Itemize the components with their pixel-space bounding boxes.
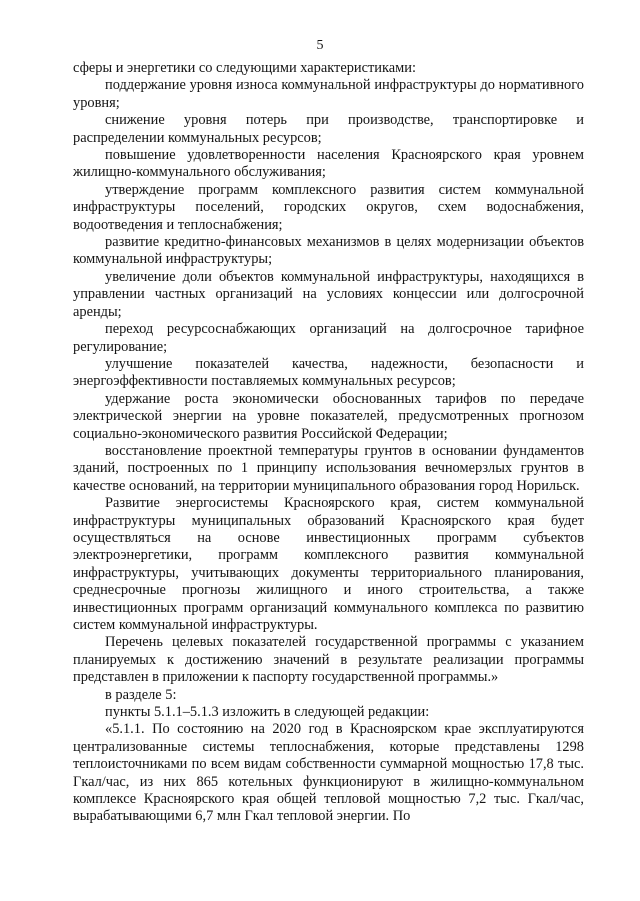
paragraph: снижение уровня потерь при производстве, транспортировке и распределении коммунальных ресурсов; [73,112,584,146]
paragraph: поддержание уровня износа коммунальной инфраструктуры до нормативного уровня; [73,77,584,111]
paragraph: сферы и энергетики со следующими характеристиками: [73,60,416,76]
page-number: 5 [316,38,324,53]
paragraph: улучшение показателей качества, надежности, безопасности и энергоэффективности поставляемых коммунальных ресурсов; [73,355,584,390]
paragraph: «5.1.1. По состоянию на 2020 год в Красноярском крае эксплуатируются централизованные системы теплоснабжения, которые представлены 1298 теплоисточниками по всем видам собственности суммарной мощностью 17,8 тыс. Гкал/час, из них 865 котельных функционируют в жилищно-коммунальном комплексе Красноярского края общей тепловой мощностью 7,2 тыс. Гкал/час, вырабатывающими 6,7 млн Гкал тепловой энергии. По [73,721,584,825]
paragraph: пункты 5.1.1–5.1.3 изложить в следующей редакции: [105,704,430,721]
paragraph: восстановление проектной температуры грунтов в основании фундаментов зданий, построенных по 1 принципу использования вечномерзлых грунтов в качестве оснований, на территории муниципального образования город Норильск. [73,442,584,494]
paragraph: повышение удовлетворенности населения Красноярского края уровнем жилищно-коммунального обслуживания; [73,147,584,181]
paragraph: увеличение доли объектов коммунальной инфраструктуры, находящихся в управлении частных организаций на условиях концессии или долгосрочной аренды; [73,268,584,320]
paragraph: утверждение программ комплексного развития систем коммунальной инфраструктуры поселений, городских округов, схем водоснабжения, водоотведения и теплоснабжения; [73,181,584,233]
paragraph: в разделе 5: [105,686,177,703]
document-body [73,60,584,826]
paragraph: Развитие энергосистемы Красноярского края, систем коммунальной инфраструктуры муниципальных образований Красноярского края будет осуществляться на основе инвестиционных программ субъектов электроэнергетики, программ комплексного развития коммунальной инфраструктуры, учитывающих документы территориального планирования, среднесрочные прогнозы жилищного и иного строительства, а также инвестиционных программ организаций коммунального комплекса по развитию систем коммунальной инфраструктуры. [73,495,584,633]
paragraph: Перечень целевых показателей государственной программы с указанием планируемых к достижению значений в результате реализации программы представлен в приложении к паспорту государственной программы.» [73,634,584,686]
paragraph: переход ресурсоснабжающих организаций на долгосрочное тарифное регулирование; [73,321,584,355]
paragraph: развитие кредитно-финансовых механизмов в целях модернизации объектов коммунальной инфраструктуры; [73,234,584,268]
paragraph: удержание роста экономически обоснованных тарифов по передаче электрической энергии на уровне показателей, предусмотренных прогнозом социально-экономического развития Российской Федерации; [73,390,584,442]
